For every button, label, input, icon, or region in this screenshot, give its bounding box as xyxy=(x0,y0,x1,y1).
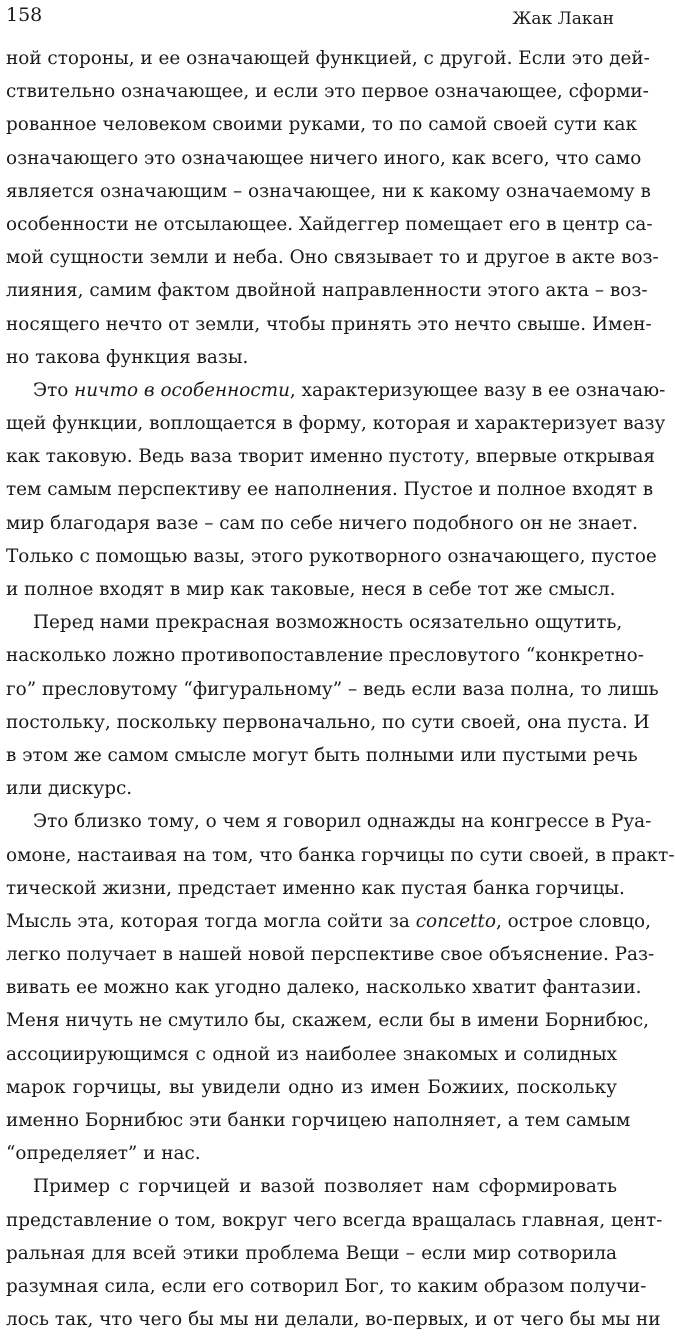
body-text xyxy=(6,42,675,1336)
text-line xyxy=(6,639,644,672)
text-segment: Перед нами прекрасная возможность осязательно ощутить, xyxy=(33,612,623,634)
text-line xyxy=(6,142,642,175)
text-segment: и полное входят в мир как таковые, неся в себе тот же смысл. xyxy=(6,579,616,600)
text-line xyxy=(6,440,656,473)
text-segment: легко получает в нашей новой перспективе свое объяснение. Раз- xyxy=(6,944,655,966)
text-segment: марок горчицы, вы увидели одно из имен Божиих, поскольку xyxy=(6,1076,617,1098)
text-segment: означающего это означающее ничего иного, как всего, что само xyxy=(6,147,642,169)
text-line xyxy=(6,573,617,606)
text-segment: постольку, поскольку первоначально, по сути своей, она пуста. И xyxy=(6,711,650,733)
text-segment: Меня ничуть не смутило бы, скажем, если бы в имени Борнибюс, xyxy=(6,1010,649,1032)
text-line xyxy=(6,805,652,838)
text-line xyxy=(6,1038,617,1071)
text-line xyxy=(6,938,655,971)
text-segment: вивать ее можно как угодно далеко, насколько хватит фантазии. xyxy=(6,977,642,999)
text-line xyxy=(6,42,650,75)
text-segment: ствительно означающее, и если это первое означающее, сформи- xyxy=(6,81,649,103)
text-segment: но такова функция вазы. xyxy=(6,346,249,368)
running-head: Жак Лакан xyxy=(512,9,614,29)
text-line xyxy=(6,540,657,573)
text-segment: рованное человеком своими руками, то по самой своей сути как xyxy=(6,114,638,136)
text-line xyxy=(6,1237,617,1270)
text-segment: Пример с горчицей и вазой позволяет нам сформировать xyxy=(33,1176,617,1198)
text-segment: как таковую. Ведь ваза творит именно пустоту, впервые открывая xyxy=(6,446,656,468)
text-segment: Мысль эта, которая тогда могла сойти за xyxy=(6,910,416,932)
text-line xyxy=(6,274,648,307)
text-line xyxy=(6,241,659,274)
text-line xyxy=(6,175,651,208)
text-segment: “определяет” и нас. xyxy=(6,1143,201,1165)
text-line xyxy=(6,341,617,374)
text-line xyxy=(6,1104,631,1137)
text-segment: мир благодаря вазе – сам по себе ничего подобного он не знает. xyxy=(6,512,638,534)
text-line xyxy=(6,739,638,772)
text-segment: именно Борнибюс эти банки горчицею наполняет, а тем самым xyxy=(6,1110,631,1131)
text-line xyxy=(6,75,649,108)
text-line xyxy=(6,507,638,540)
text-segment: Только с помощью вазы, этого рукотворного означающего, пустое xyxy=(6,545,657,567)
text-segment: в этом же самом смысле могут быть полными или пустыми речь xyxy=(6,744,638,766)
text-segment: разумная сила, если его сотворил Бог, то каким образом получи- xyxy=(6,1275,647,1297)
text-segment: ничто в особенности xyxy=(74,379,290,401)
text-segment: или дискурс. xyxy=(6,778,133,800)
text-line xyxy=(6,673,659,706)
text-line xyxy=(6,971,642,1004)
text-segment: особенности не отсылающее. Хайдеггер помещает его в центр са- xyxy=(6,213,653,235)
text-segment: Это xyxy=(33,379,75,401)
text-segment: ной стороны, и ее означающей функцией, с другой. Если это дей- xyxy=(6,48,650,69)
text-line xyxy=(6,208,653,241)
text-segment: лияния, самим фактом двойной направленности этого акта – воз- xyxy=(6,280,648,302)
page-number: 158 xyxy=(6,4,43,26)
text-segment: лось так, что чего бы мы ни делали, во-первых, и от чего бы мы ни xyxy=(6,1309,661,1331)
text-line xyxy=(6,1137,617,1170)
text-line xyxy=(6,1303,661,1336)
text-line xyxy=(6,905,651,938)
text-line xyxy=(6,1170,617,1203)
text-line xyxy=(6,407,666,440)
text-line xyxy=(6,308,652,341)
text-segment: насколько ложно противопоставление пресловутого “конкретно- xyxy=(6,645,644,667)
text-segment: Это близко тому, о чем я говорил однажды на конгрессе в Руа- xyxy=(33,811,652,833)
text-segment: тической жизни, предстает именно как пустая банка горчицы. xyxy=(6,877,625,899)
text-line xyxy=(6,1204,663,1237)
text-line xyxy=(6,108,638,141)
text-line xyxy=(6,706,650,739)
text-segment: мой сущности земли и неба. Оно связывает то и другое в акте воз- xyxy=(6,247,659,269)
text-line xyxy=(6,772,617,805)
text-segment: ральная для всей этики проблема Вещи – если мир сотворила xyxy=(6,1242,617,1264)
text-segment: ассоциирующимся с одной из наиболее знакомых и солидных xyxy=(6,1043,617,1065)
text-segment: носящего нечто от земли, чтобы принять это нечто свыше. Имен- xyxy=(6,313,652,335)
text-line xyxy=(6,839,675,872)
page-header xyxy=(6,4,614,32)
text-segment: щей функции, воплощается в форму, которая и характеризует вазу xyxy=(6,413,666,435)
text-segment: , характеризующее вазу в ее означаю- xyxy=(289,379,666,401)
text-line xyxy=(6,1004,649,1037)
text-line xyxy=(6,606,623,639)
text-line xyxy=(6,1071,617,1104)
text-segment: тем самым перспективу ее наполнения. Пустое и полное входят в xyxy=(6,479,654,501)
text-segment: concetto xyxy=(415,910,496,932)
text-segment: , острое словцо, xyxy=(495,910,651,932)
text-line xyxy=(6,374,666,407)
text-line xyxy=(6,872,625,905)
text-segment: го” пресловутому “фигуральному” – ведь если ваза полна, то лишь xyxy=(6,678,659,700)
text-segment: представление о том, вокруг чего всегда вращалась главная, цент- xyxy=(6,1209,663,1231)
text-segment: омоне, настаивая на том, что банка горчицы по сути своей, в практ- xyxy=(6,844,675,866)
text-segment: является означающим – означающее, ни к какому означаемому в xyxy=(6,180,651,202)
text-line xyxy=(6,473,654,506)
text-line xyxy=(6,1270,647,1303)
